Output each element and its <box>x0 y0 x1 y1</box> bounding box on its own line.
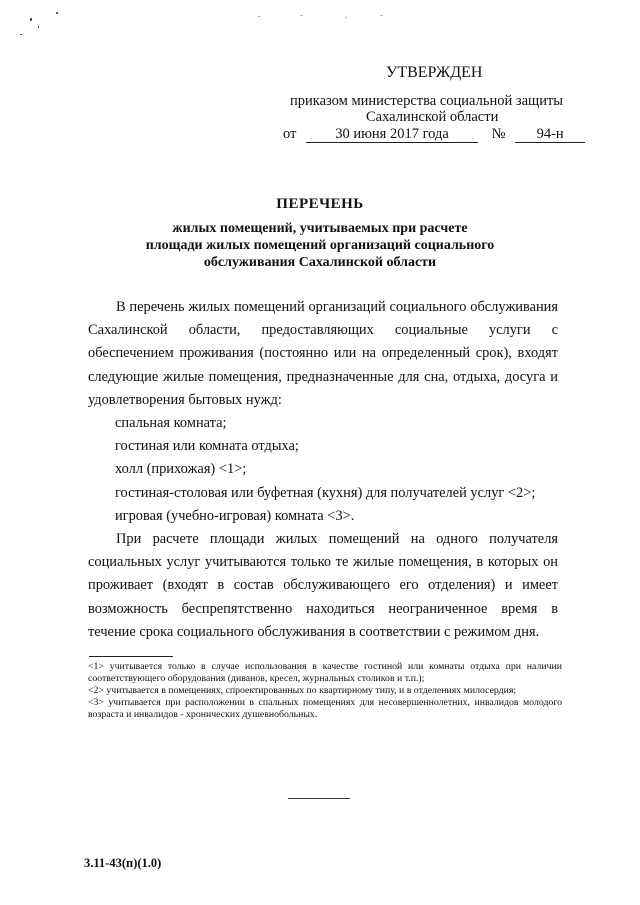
order-line-1: приказом министерства социальной защиты <box>290 93 564 109</box>
closing-paragraph: При расчете площади жилых помещений на одного получателя социальных услуг учитываются только те жилые помещения, в которых он проживает (входят в состав обслуживающего его отделения) и имеет возможность беспрепятственно находиться неограниченное время в течение срока социального обслуживания в соответствии с режимом дня. <box>88 531 558 640</box>
list-item: игровая (учебно-игровая) комната <3>. <box>115 507 355 524</box>
approval-stamp: УТВЕРЖДЕН <box>386 64 483 81</box>
order-date-row <box>283 126 585 143</box>
end-separator <box>288 798 350 799</box>
order-date: 30 июня 2017 года <box>306 127 478 143</box>
subtitle-line: площади жилых помещений организаций социального <box>145 238 495 253</box>
number-label: № <box>491 126 506 142</box>
main-text <box>88 296 558 644</box>
subtitle-line: жилых помещений, учитываемых при расчете <box>172 221 468 236</box>
intro-paragraph: В перечень жилых помещений организаций социального обслуживания Сахалинской области, предоставляющих социальные услуги с обеспечением проживания (постоянно или на определенный срок), входят следующие жилые помещения, предназначенные для сна, отдыха, досуга и удовлетворения бытовых нужд: <box>88 299 558 408</box>
footnote: <1> учитывается только в случае использования в качестве гостиной или комнаты отдыха при наличии соответствующего оборудования (диванов, кресел, журнальных столиков и т.п.); <box>88 661 562 684</box>
footnotes <box>88 661 562 721</box>
document-code: 3.11-43(п)(1.0) <box>84 856 162 870</box>
subtitle-line: обслуживания Сахалинской области <box>203 255 437 270</box>
document-subtitle <box>0 220 640 271</box>
document-title: ПЕРЕЧЕНЬ <box>276 196 364 212</box>
order-line-2: Сахалинской области <box>366 109 499 125</box>
list-item: спальная комната; <box>115 415 227 432</box>
footnote: <2> учитывается в помещениях, спроектированных по квартирному типу, и в отделениях милосердия; <box>88 685 517 696</box>
list-item: гостиная или комната отдыха; <box>115 438 299 455</box>
list-item: гостиная-столовая или буфетная (кухня) для получателей услуг <2>; <box>115 484 536 501</box>
order-number: 94-н <box>515 127 585 143</box>
from-label: от <box>283 126 297 142</box>
footnote-separator <box>89 656 173 657</box>
footnote: <3> учитывается при расположении в спальных помещениях для несовершеннолетних, инвалидов молодого возраста и инвалидов - хронических душевнобольных. <box>88 697 562 720</box>
list-item: холл (прихожая) <1>; <box>115 461 247 478</box>
